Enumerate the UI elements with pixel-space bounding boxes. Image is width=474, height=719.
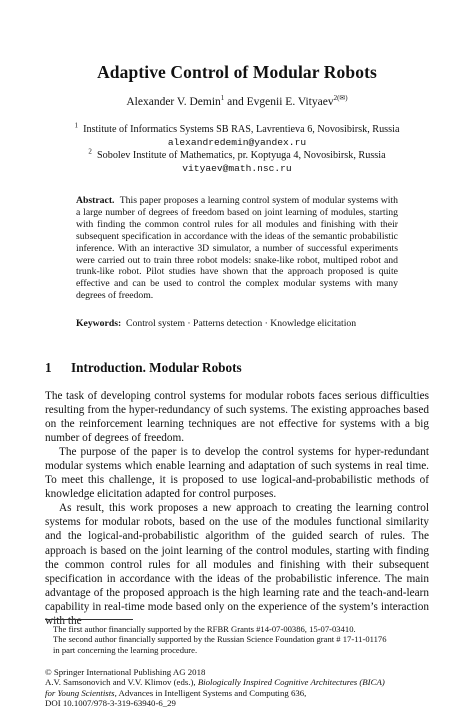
footnote-rule bbox=[45, 619, 133, 620]
abstract-label: Abstract. bbox=[76, 195, 115, 206]
citation-series: , Advances in Intelligent Systems and Computing 636, bbox=[114, 687, 307, 698]
section-title: Introduction. Modular Robots bbox=[71, 360, 242, 375]
keywords-label: Keywords: bbox=[76, 318, 122, 329]
affiliation-2-mark: 2 bbox=[88, 147, 92, 156]
keywords-text: Control system · Patterns detection · Knowledge elicitation bbox=[126, 318, 357, 329]
citation-line-1 bbox=[45, 677, 435, 687]
copyright-line: © Springer International Publishing AG 2018 bbox=[45, 667, 206, 677]
section-number: 1 bbox=[45, 360, 52, 375]
copyright-block bbox=[45, 667, 435, 708]
doi[interactable]: DOI 10.1007/978-3-319-63940-6_29 bbox=[45, 697, 176, 708]
paragraph-2: The purpose of the paper is to develop the control systems for hyper-redundant modular systems which enable learning and adaptation of such systems in real time. To meet this challenge, it is proposed to use logical-and-probabilistic methods of knowledge elicitation adapted for control purposes. bbox=[45, 446, 429, 501]
keywords bbox=[76, 318, 406, 329]
body-text bbox=[45, 389, 429, 628]
citation-editors: A.V. Samsonovich and V.V. Klimov (eds.), bbox=[45, 677, 198, 688]
affiliation-2-text: Sobolev Institute of Mathematics, pr. Koptyuga 4, Novosibirsk, Russia bbox=[96, 150, 386, 161]
abstract bbox=[76, 195, 398, 302]
affiliation-1-mark: 1 bbox=[74, 121, 79, 130]
author-1-affiliation-mark: 1 bbox=[220, 94, 225, 103]
paper-title: Adaptive Control of Modular Robots bbox=[97, 62, 377, 82]
affiliation-1-email[interactable]: alexandredemin@yandex.ru bbox=[167, 136, 307, 148]
affiliation-2-email[interactable]: vityaev@math.nsc.ru bbox=[182, 162, 292, 174]
paragraph-1: The task of developing control systems for modular robots faces serious difficulties resulting from the hyper-redundancy of such systems. The existing approaches based on the reinforcement learning techniques are not effective for systems with a big number of degrees of freedom. bbox=[45, 390, 429, 445]
section-heading bbox=[45, 360, 242, 376]
affiliation-2 bbox=[0, 147, 474, 175]
abstract-text: This paper proposes a learning control system of modular systems with a large number of degrees of freedom based on joint learning of modules, starting with finding the common control rules for all modules and finishing with their subsequent specification in accordance with the ideas of the semantic probabilistic inference. With an interactive 3D simulator, a number of successful experiments were carried out to train three robot models: snake-like robot, multiped robot and trunk-like robot. Pilot studies have shown that the approach proposed is quite effective and can be used to control the complex modular systems with many degrees of freedom. bbox=[76, 195, 398, 302]
author-2-affiliation-mark: 2(✉) bbox=[333, 94, 348, 103]
author-conjunction: and bbox=[224, 96, 247, 108]
citation-line-2 bbox=[45, 688, 435, 698]
author-2: Evgenii E. Vityaev bbox=[246, 96, 334, 108]
paragraph-3: As result, this work proposes a new approach to creating the learning control systems for modular robots, based on the use of the modules functional similarity and the logical-and-probabilistic algorithm of the guided search of rules. The approach is based on the joint learning of the control modules, starting with finding the common control rules for all modules and finishing with their subsequent specification in accordance with the ideas of the probabilistic inference. The main advantage of the proposed approach is the high learning rate and the teach-and-learn capability in real-time mode based only on the experience of the system’s interaction with the bbox=[45, 502, 429, 627]
citation-book-subtitle: for Young Scientists bbox=[45, 687, 115, 698]
footnotes bbox=[45, 624, 429, 655]
footnote-line-1: The first author financially supported by the RFBR Grants #14-07-00386, 15-07-03410. bbox=[53, 624, 356, 634]
author-1: Alexander V. Demin bbox=[126, 96, 221, 108]
author-line bbox=[0, 96, 474, 108]
footnote-line-2: The second author financially supported by the Russian Science Foundation grant # 17-11-01176 bbox=[53, 634, 387, 645]
affiliation-1-text: Institute of Informatics Systems SB RAS, Lavrentieva 6, Novosibirsk, Russia bbox=[83, 124, 400, 135]
affiliation-1 bbox=[0, 121, 474, 149]
footnote-line-3: in part concerning the learning procedure. bbox=[53, 644, 198, 655]
citation-book-title: Biologically Inspired Cognitive Architectures (BICA) bbox=[197, 677, 385, 688]
